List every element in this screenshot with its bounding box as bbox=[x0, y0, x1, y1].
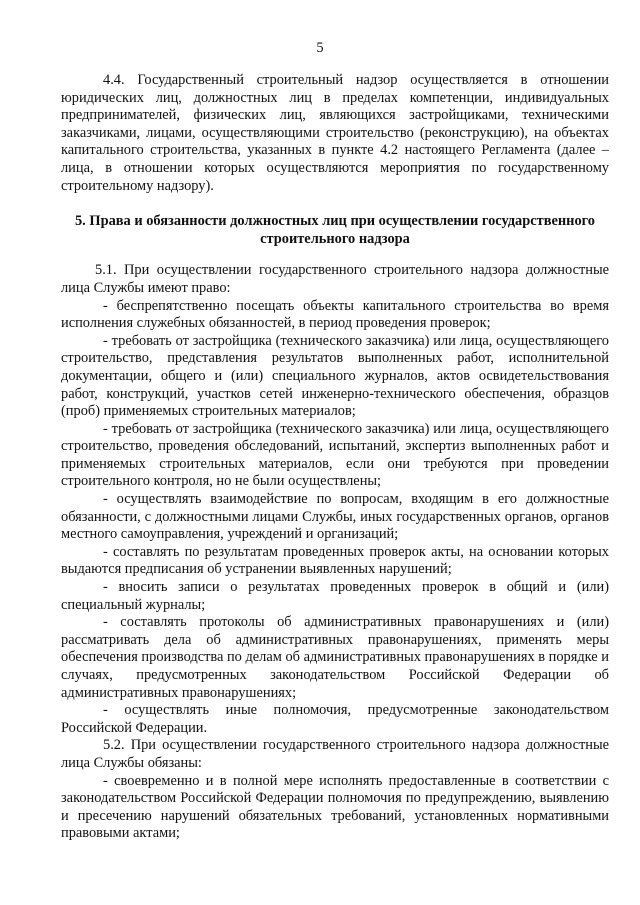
document-body bbox=[61, 72, 609, 843]
list-item-5-1-1: - беспрепятственно посещать объекты капитального строительства во время исполнения служебных обязанностей, в период проведения проверок; bbox=[61, 297, 609, 332]
list-item-5-1-4: - осуществлять взаимодействие по вопросам, входящим в его должностные обязанности, с должностными лицами Службы, иных государственных органов, органов местного самоуправления, учреждений и организаций; bbox=[61, 491, 609, 543]
list-item-5-1-5: - составлять по результатам проведенных проверок акты, на основании которых выдаются предписания об устранении выявленных нарушений; bbox=[61, 543, 609, 578]
list-item-5-1-2: - требовать от застройщика (технического заказчика) или лица, осуществляющего строительство, представления результатов выполненных работ, исполнительной документации, общего и (или) специального журналов, актов освидетельствования работ, конструкций, участков сетей инженерно-технического обеспечения, образцов (проб) применяемых строительных материалов; bbox=[61, 332, 609, 420]
list-item-5-2-1: - своевременно и в полной мере исполнять предоставленные в соответствии с законодательством Российской Федерации полномочия по предупреждению, выявлению и пресечению нарушений обязательных требований, установленных нормативными правовыми актами; bbox=[61, 772, 609, 842]
list-item-5-1-7: - составлять протоколы об административных правонарушениях и (или) рассматривать дела об административных правонарушениях, применять меры обеспечения производства по делам об административных правонарушениях в порядке и случаях, предусмотренных законодательством Российской Федерации об административных правонарушениях; bbox=[61, 614, 609, 701]
list-item-5-1-6: - вносить записи о результатах проведенных проверок в общий и (или) специальный журналы; bbox=[61, 579, 609, 613]
paragraph-5-1-intro: 5.1. При осуществлении государственного строительного надзора должностные лица Службы имеют право: bbox=[61, 262, 609, 296]
paragraph-4-4: 4.4. Государственный строительный надзор осуществляется в отношении юридических лиц, должностных лиц в пределах компетенции, индивидуальных предпринимателей, физических лиц, являющихся застройщиками, техническими заказчиками, лицами, осуществляющими строительство (реконструкцию), на объектах капитального строительства, указанных в пункте 4.2 настоящего Регламента (далее – лица, в отношении которых осуществляются мероприятия по государственному строительному надзору). bbox=[61, 72, 609, 194]
section-5-heading: 5. Права и обязанности должностных лиц при осуществлении государственного строительного надзора bbox=[74, 213, 596, 247]
list-item-5-1-3: - требовать от застройщика (технического заказчика) или лица, осуществляющего строительство, проведения обследований, испытаний, экспертиз выполненных работ и применяемых строительных материалов, если они требуются при проведении строительного контроля, но не были осуществлены; bbox=[61, 420, 609, 490]
paragraph-5-2-intro: 5.2. При осуществлении государственного строительного надзора должностные лица Службы обязаны: bbox=[61, 737, 609, 771]
list-item-5-1-8: - осуществлять иные полномочия, предусмотренные законодательством Российской Федерации. bbox=[61, 702, 609, 736]
page-number: 5 bbox=[316, 40, 324, 56]
